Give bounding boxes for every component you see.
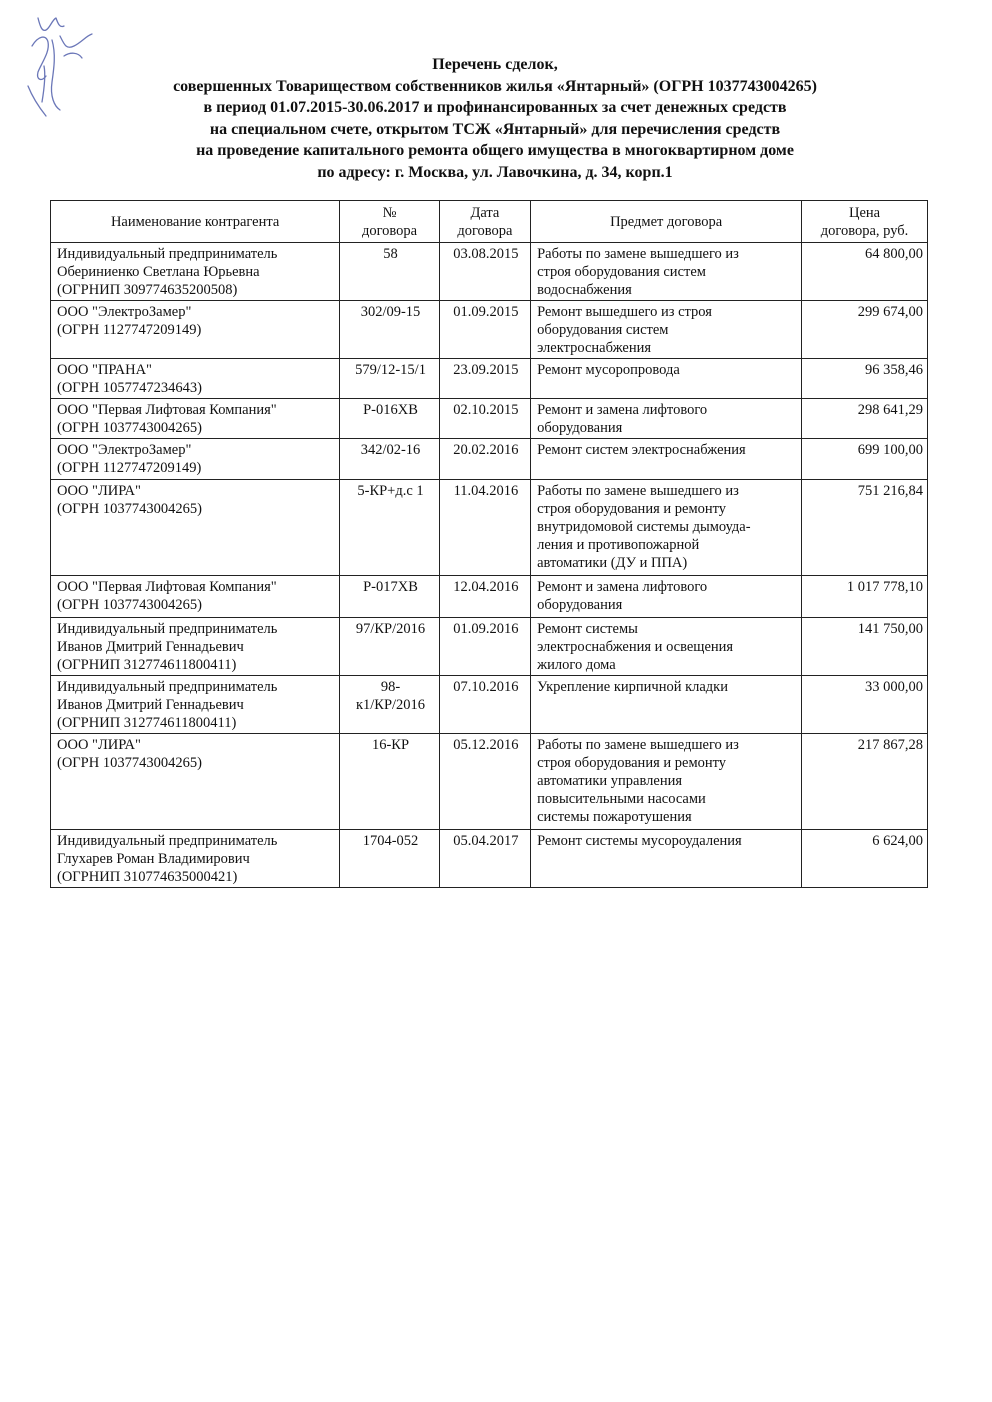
table-row	[51, 576, 928, 618]
number-cell: 98- к1/КР/2016	[340, 676, 439, 734]
subject-cell: Укрепление кирпичной кладки	[531, 676, 802, 734]
price-cell: 299 674,00	[802, 301, 928, 359]
party-cell: ООО "ЛИРА" (ОГРН 1037743004265)	[51, 734, 340, 830]
date-cell: 20.02.2016	[439, 439, 530, 480]
party-cell: Индивидуальный предприниматель Глухарев Роман Владимирович (ОГРНИП 310774635000421)	[51, 830, 340, 888]
party-cell: Индивидуальный предприниматель Иванов Дмитрий Геннадьевич (ОГРНИП 312774611800411)	[51, 618, 340, 676]
subject-cell: Ремонт мусоропровода	[531, 359, 802, 399]
table-row	[51, 618, 928, 676]
party-cell: Индивидуальный предприниматель Иванов Дмитрий Геннадьевич (ОГРНИП 312774611800411)	[51, 676, 340, 734]
price-cell: 298 641,29	[802, 399, 928, 439]
date-cell: 03.08.2015	[439, 243, 530, 301]
subject-cell: Ремонт систем электроснабжения	[531, 439, 802, 480]
table-row	[51, 734, 928, 830]
date-cell: 02.10.2015	[439, 399, 530, 439]
price-cell: 64 800,00	[802, 243, 928, 301]
party-cell: ООО "Первая Лифтовая Компания" (ОГРН 1037743004265)	[51, 576, 340, 618]
number-cell: 97/КР/2016	[340, 618, 439, 676]
number-cell: 302/09-15	[340, 301, 439, 359]
date-cell: 05.04.2017	[439, 830, 530, 888]
header-contract-date: Дата договора	[439, 201, 530, 243]
price-cell: 217 867,28	[802, 734, 928, 830]
number-cell: Р-016ХВ	[340, 399, 439, 439]
title-line-1: Перечень сделок,	[432, 56, 558, 73]
date-cell: 11.04.2016	[439, 480, 530, 576]
deals-table	[50, 200, 928, 888]
price-cell: 33 000,00	[802, 676, 928, 734]
number-cell: 16-КР	[340, 734, 439, 830]
number-cell: 58	[340, 243, 439, 301]
number-cell: 579/12-15/1	[340, 359, 439, 399]
number-cell: Р-017ХВ	[340, 576, 439, 618]
date-cell: 12.04.2016	[439, 576, 530, 618]
subject-cell: Работы по замене вышедшего из строя оборудования систем водоснабжения	[531, 243, 802, 301]
price-cell: 96 358,46	[802, 359, 928, 399]
title-line-3: в период 01.07.2015-30.06.2017 и профинансированных за счет денежных средств	[203, 99, 787, 116]
date-cell: 07.10.2016	[439, 676, 530, 734]
subject-cell: Ремонт системы мусороудаления	[531, 830, 802, 888]
table-row	[51, 399, 928, 439]
subject-cell: Работы по замене вышедшего из строя оборудования и ремонту автоматики управления повысительными насосами системы пожаротушения	[531, 734, 802, 830]
title-line-6: по адресу: г. Москва, ул. Лавочкина, д. 34, корп.1	[317, 163, 673, 181]
table-row	[51, 830, 928, 888]
table-row	[51, 480, 928, 576]
party-cell: ООО "ПРАНА" (ОГРН 1057747234643)	[51, 359, 340, 399]
date-cell: 01.09.2015	[439, 301, 530, 359]
party-cell: Индивидуальный предприниматель Обериниенко Светлана Юрьевна (ОГРНИП 309774635200508)	[51, 243, 340, 301]
price-cell: 699 100,00	[802, 439, 928, 480]
party-cell: ООО "ЭлектроЗамер" (ОГРН 1127747209149)	[51, 439, 340, 480]
price-cell: 141 750,00	[802, 618, 928, 676]
table-header-row	[51, 201, 928, 243]
table-row	[51, 676, 928, 734]
subject-cell: Ремонт вышедшего из строя оборудования систем электроснабжения	[531, 301, 802, 359]
date-cell: 05.12.2016	[439, 734, 530, 830]
date-cell: 23.09.2015	[439, 359, 530, 399]
party-cell: ООО "Первая Лифтовая Компания" (ОГРН 1037743004265)	[51, 399, 340, 439]
party-cell: ООО "ЛИРА" (ОГРН 1037743004265)	[51, 480, 340, 576]
date-cell: 01.09.2016	[439, 618, 530, 676]
title-line-2: совершенных Товариществом собственников жилья «Янтарный» (ОГРН 1037743004265)	[173, 77, 817, 95]
party-cell: ООО "ЭлектроЗамер" (ОГРН 1127747209149)	[51, 301, 340, 359]
subject-cell: Ремонт и замена лифтового оборудования	[531, 576, 802, 618]
table-row	[51, 301, 928, 359]
price-cell: 6 624,00	[802, 830, 928, 888]
price-cell: 751 216,84	[802, 480, 928, 576]
subject-cell: Ремонт системы электроснабжения и освещения жилого дома	[531, 618, 802, 676]
table-row	[51, 439, 928, 480]
number-cell: 5-КР+д.с 1	[340, 480, 439, 576]
table-row	[51, 359, 928, 399]
subject-cell: Работы по замене вышедшего из строя оборудования и ремонту внутридомовой системы дымоуда- ления и противопожарной автоматики (ДУ и ППА)	[531, 480, 802, 576]
header-contract-subject: Предмет договора	[531, 201, 802, 243]
number-cell: 1704-052	[340, 830, 439, 888]
subject-cell: Ремонт и замена лифтового оборудования	[531, 399, 802, 439]
title-line-5: на проведение капитального ремонта общего имущества в многоквартирном доме	[196, 142, 794, 159]
header-counterparty: Наименование контрагента	[51, 201, 340, 243]
header-contract-number: № договора	[340, 201, 439, 243]
document-title	[90, 54, 900, 183]
title-line-4: на специальном счете, открытом ТСЖ «Янтарный» для перечисления средств	[209, 120, 781, 138]
table-row	[51, 243, 928, 301]
header-contract-price: Цена договора, руб.	[802, 201, 928, 243]
number-cell: 342/02-16	[340, 439, 439, 480]
price-cell: 1 017 778,10	[802, 576, 928, 618]
